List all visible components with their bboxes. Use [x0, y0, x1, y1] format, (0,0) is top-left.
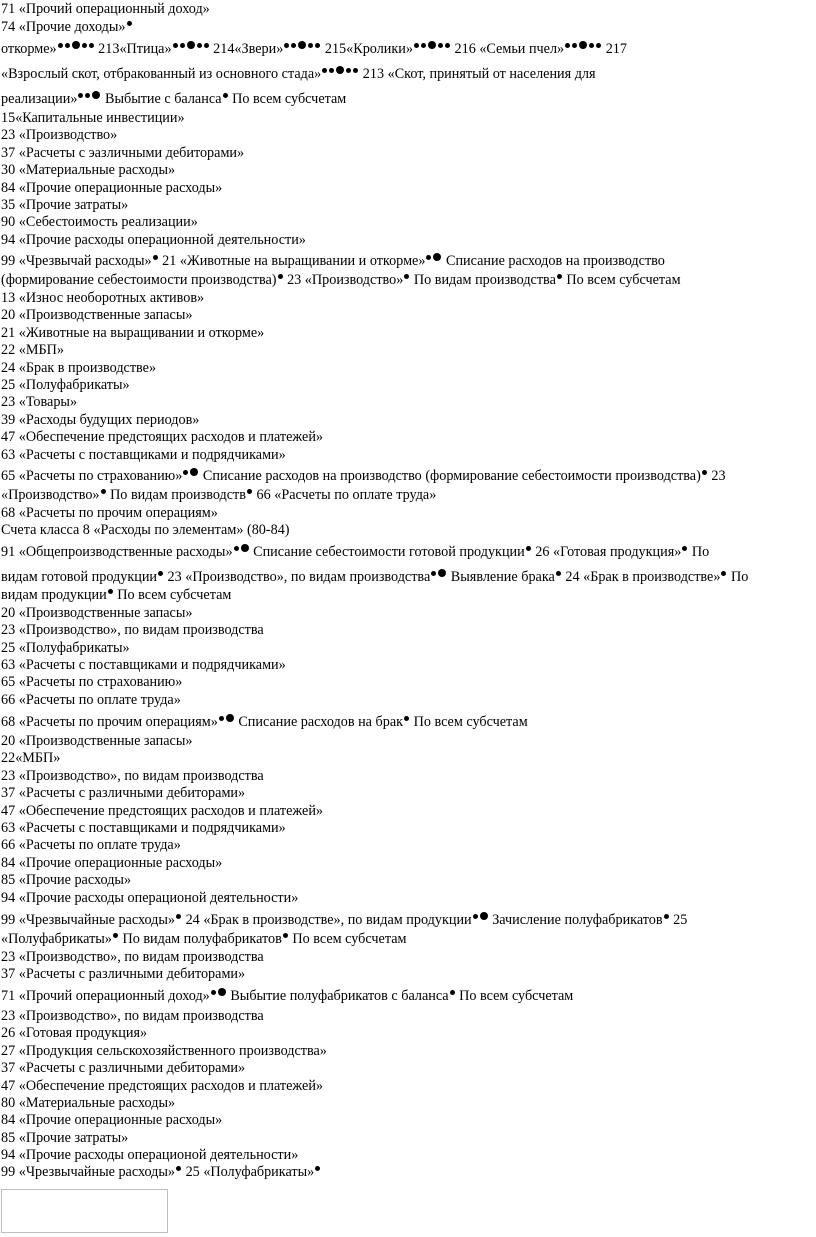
text-line	[1, 487, 436, 504]
text-line	[1, 41, 627, 58]
large-bullet-icon	[218, 988, 226, 996]
text-line	[1, 768, 264, 785]
text-segment: 63 «Расчеты с поставщиками и подрядчиками»	[1, 820, 286, 836]
text-segment: По всем субсчетам	[410, 714, 528, 730]
text-segment: «Производство»	[1, 487, 100, 503]
bullet-icon	[158, 571, 163, 576]
text-segment: 85 «Прочие расходы»	[1, 872, 132, 888]
text-segment: 24 «Брак в производстве»	[1, 360, 157, 376]
bullet-icon	[721, 571, 726, 576]
bullet-icon	[421, 43, 426, 48]
large-bullet-icon	[438, 569, 446, 577]
text-segment: 37 «Расчеты с различными дебиторами»	[1, 1060, 246, 1076]
text-segment: откорме»	[1, 41, 57, 57]
text-segment: 215«Кролики»	[321, 41, 413, 57]
text-line	[1, 197, 128, 214]
bullet-icon	[445, 43, 450, 48]
text-line	[1, 837, 181, 854]
text-segment: 99 «Чрезвычай расходы»	[1, 253, 152, 269]
text-line	[1, 714, 528, 731]
text-line	[1, 342, 64, 359]
text-segment: 26 «Готовая продукция»	[531, 544, 682, 560]
text-segment: 37 «Расчеты с эазличными дебиторами»	[1, 145, 245, 161]
bullet-icon	[197, 43, 202, 48]
bullet-icon	[108, 589, 113, 594]
text-segment: 94 «Прочие расходы операционной деятельности»	[1, 232, 306, 248]
text-line	[1, 931, 406, 948]
text-segment: (формирование себестоимости производства)	[1, 272, 277, 288]
text-segment: 15«Капитальные инвестиции»	[1, 110, 185, 126]
text-line	[1, 966, 245, 983]
text-segment: 35 «Прочие затраты»	[1, 197, 129, 213]
text-line	[1, 750, 60, 767]
text-segment: 66 «Расчеты по оплате труда»	[1, 837, 181, 853]
large-bullet-icon	[480, 912, 488, 920]
bullet-icon	[82, 43, 87, 48]
text-line	[1, 253, 665, 270]
text-segment: 23 «Производство», по видам производства	[1, 768, 264, 784]
bullet-icon	[596, 43, 601, 48]
bullet-icon	[557, 274, 562, 279]
text-line	[1, 19, 133, 36]
text-segment: 63 «Расчеты с поставщиками и подрядчиками»	[1, 657, 286, 673]
bullet-icon	[346, 68, 351, 73]
text-segment: 21 «Животные на выращивании и откорме»	[158, 253, 426, 269]
text-segment: По	[688, 544, 710, 560]
text-segment: 63 «Расчеты с поставщиками и подрядчиками»	[1, 447, 286, 463]
text-line	[1, 733, 192, 750]
text-segment: 71 «Прочий операционный доход»	[1, 1, 210, 17]
text-line	[1, 1147, 298, 1164]
text-segment: 65 «Расчеты по страхованию»	[1, 468, 183, 484]
text-segment: 216 «Семьи пчел»	[450, 41, 565, 57]
text-segment: 23 «Производство», по видам производства	[1, 622, 264, 638]
text-line	[1, 988, 573, 1005]
text-segment: 24 «Брак в производстве», по видам продукции	[182, 912, 472, 928]
text-segment: 25 «Полуфабрикаты»	[182, 1164, 315, 1180]
text-segment: 23	[707, 468, 726, 484]
text-segment: По всем субсчетам	[455, 988, 574, 1004]
text-line	[1, 307, 192, 324]
bullet-icon	[526, 546, 531, 551]
text-segment: 23 «Производство», по видам производства	[1, 949, 264, 965]
text-line	[1, 468, 726, 485]
text-segment: 85 «Прочие затраты»	[1, 1130, 129, 1146]
text-line	[1, 622, 264, 639]
bullet-icon	[353, 68, 358, 73]
large-bullet-icon	[241, 544, 249, 552]
text-segment: 25 «Полуфабрикаты»	[1, 640, 130, 656]
bullet-icon	[404, 274, 409, 279]
bullet-icon	[173, 43, 178, 48]
bullet-icon	[431, 571, 436, 576]
text-segment: 68 «Расчеты по прочим операциям»	[1, 714, 218, 730]
text-segment: 23 «Производство»	[283, 272, 404, 288]
text-segment: 217	[602, 41, 627, 57]
text-segment: 91 «Общепроизводственные расходы»	[1, 544, 233, 560]
bullet-icon	[664, 914, 669, 919]
text-line	[1, 1060, 245, 1077]
text-segment: 47 «Обеспечение предстоящих расходов и платежей»	[1, 1078, 324, 1094]
text-line	[1, 1112, 222, 1129]
text-line	[1, 785, 245, 802]
text-segment: 13 «Износ необоротных активов»	[1, 290, 205, 306]
large-bullet-icon	[72, 41, 80, 49]
text-segment: 20 «Производственные запасы»	[1, 733, 193, 749]
bullet-icon	[89, 43, 94, 48]
text-line	[1, 180, 222, 197]
bullet-icon	[180, 43, 185, 48]
text-line	[1, 1, 210, 18]
text-segment: 94 «Прочие расходы операционой деятельности»	[1, 890, 299, 906]
text-segment: 26 «Готовая продукция»	[1, 1025, 148, 1041]
text-segment: 66 «Расчеты по оплате труда»	[1, 692, 181, 708]
text-segment: Списание расходов на брак	[234, 714, 404, 730]
text-segment: 27 «Продукция сельскохозяйственного производства»	[1, 1043, 327, 1059]
bullet-icon	[450, 990, 455, 995]
text-line	[1, 1078, 323, 1095]
large-bullet-icon	[226, 714, 234, 722]
text-segment: 22 «МБП»	[1, 342, 64, 358]
text-segment: Списание себестоимости готовой продукции	[249, 544, 525, 560]
text-line	[1, 272, 681, 289]
large-bullet-icon	[579, 41, 587, 49]
bullet-icon	[315, 1166, 320, 1171]
empty-box	[1, 1189, 168, 1233]
text-segment: Выявление брака	[447, 569, 555, 585]
text-segment: 66 «Расчеты по оплате труда»	[252, 487, 437, 503]
text-segment: 90 «Себестоимость реализации»	[1, 214, 198, 230]
bullet-icon	[278, 274, 283, 279]
text-segment: 99 «Чрезвычайные расходы»	[1, 1164, 176, 1180]
bullet-icon	[682, 546, 687, 551]
bullet-icon	[589, 43, 594, 48]
text-segment: По видам полуфабрикатов	[118, 931, 282, 947]
bullet-icon	[702, 470, 707, 475]
text-line	[1, 214, 198, 231]
bullet-icon	[315, 43, 320, 48]
text-segment: 47 «Обеспечение предстоящих расходов и платежей»	[1, 429, 324, 445]
bullet-icon	[473, 914, 478, 919]
bullet-icon	[183, 470, 188, 475]
text-line	[1, 412, 199, 429]
text-segment: видам продукции	[1, 587, 107, 603]
text-segment: По всем субсчетам	[113, 587, 232, 603]
bullet-icon	[291, 43, 296, 48]
text-segment: 68 «Расчеты по прочим операциям»	[1, 505, 218, 521]
text-segment: 214«Звери»	[209, 41, 284, 57]
text-segment: 80 «Материальные расходы»	[1, 1095, 176, 1111]
text-line	[1, 232, 306, 249]
large-bullet-icon	[187, 41, 195, 49]
text-segment: 74 «Прочие доходы»	[1, 19, 126, 35]
text-segment: По	[727, 569, 749, 585]
text-line	[1, 569, 748, 586]
text-line	[1, 360, 156, 377]
text-line	[1, 447, 286, 464]
text-segment: видам готовой продукции	[1, 569, 157, 585]
text-line	[1, 66, 596, 83]
large-bullet-icon	[92, 91, 100, 99]
bullet-icon	[234, 546, 239, 551]
text-segment: 94 «Прочие расходы операционой деятельности»	[1, 1147, 299, 1163]
text-segment: По всем субсчетам	[562, 272, 681, 288]
bullet-icon	[556, 571, 561, 576]
bullet-icon	[101, 489, 106, 494]
bullet-icon	[565, 43, 570, 48]
text-line	[1, 1130, 128, 1147]
text-line	[1, 127, 117, 144]
large-bullet-icon	[298, 41, 306, 49]
text-line	[1, 803, 323, 820]
text-segment: «Взрослый скот, отбракованный из основного стада»	[1, 66, 322, 82]
text-line	[1, 1008, 264, 1025]
text-line	[1, 872, 131, 889]
bullet-icon	[219, 716, 224, 721]
text-segment: Зачисление полуфабрикатов	[488, 912, 663, 928]
text-segment: Выбытие полуфабрикатов с баланса	[226, 988, 449, 1004]
text-segment: 37 «Расчеты с различными дебиторами»	[1, 785, 246, 801]
bullet-icon	[283, 933, 288, 938]
bullet-icon	[78, 93, 83, 98]
text-line	[1, 162, 175, 179]
text-segment: Счета класса 8 «Расходы по элементам» (80-84)	[1, 522, 290, 538]
text-segment: 65 «Расчеты по страхованию»	[1, 674, 183, 690]
text-line	[1, 605, 192, 622]
text-segment: 37 «Расчеты с различными дебиторами»	[1, 966, 246, 982]
text-line	[1, 110, 185, 127]
text-segment: 84 «Прочие операционные расходы»	[1, 1112, 223, 1128]
text-line	[1, 640, 130, 657]
text-segment: По всем субсчетам	[228, 91, 347, 107]
text-segment: 213 «Скот, принятый от населения для	[359, 66, 596, 82]
text-line	[1, 394, 77, 411]
bullet-icon	[85, 93, 90, 98]
bullet-icon	[438, 43, 443, 48]
text-segment: «Полуфабрикаты»	[1, 931, 112, 947]
large-bullet-icon	[428, 41, 436, 49]
text-line	[1, 657, 286, 674]
large-bullet-icon	[336, 66, 344, 74]
text-line	[1, 325, 264, 342]
text-line	[1, 890, 298, 907]
bullet-icon	[329, 68, 334, 73]
bullet-icon	[153, 255, 158, 260]
bullet-icon	[176, 1166, 181, 1171]
bullet-icon	[204, 43, 209, 48]
bullet-icon	[58, 43, 63, 48]
text-line	[1, 1095, 175, 1112]
text-line	[1, 587, 231, 604]
text-line	[1, 505, 218, 522]
bullet-icon	[65, 43, 70, 48]
bullet-icon	[284, 43, 289, 48]
bullet-icon	[426, 255, 431, 260]
text-segment: Списание расходов на производство (формирование себестоимости производства)	[199, 468, 701, 484]
text-segment: 84 «Прочие операционные расходы»	[1, 180, 223, 196]
bullet-icon	[414, 43, 419, 48]
bullet-icon	[113, 933, 118, 938]
text-segment: Списание расходов на производство	[442, 253, 665, 269]
text-line	[1, 522, 290, 539]
text-segment: 25 «Полуфабрикаты»	[1, 377, 130, 393]
text-line	[1, 912, 687, 929]
text-segment: По видам производств	[106, 487, 246, 503]
large-bullet-icon	[190, 468, 198, 476]
text-segment: 20 «Производственные запасы»	[1, 307, 193, 323]
text-segment: Выбытие с баланса	[101, 91, 222, 107]
text-segment: По всем субсчетам	[288, 931, 407, 947]
bullet-icon	[247, 489, 252, 494]
text-segment: 39 «Расходы будущих периодов»	[1, 412, 200, 428]
text-segment: 23 «Товары»	[1, 394, 78, 410]
text-line	[1, 692, 181, 709]
text-line	[1, 820, 286, 837]
bullet-icon	[127, 21, 132, 26]
bullet-icon	[176, 914, 181, 919]
text-line	[1, 855, 222, 872]
text-segment: 213«Птица»	[94, 41, 172, 57]
text-segment: 84 «Прочие операционные расходы»	[1, 855, 223, 871]
text-line	[1, 1043, 327, 1060]
text-line	[1, 1164, 321, 1181]
text-segment: 22«МБП»	[1, 750, 61, 766]
text-segment: 25	[669, 912, 688, 928]
text-segment: 20 «Производственные запасы»	[1, 605, 193, 621]
text-line	[1, 429, 323, 446]
text-line	[1, 1025, 147, 1042]
text-line	[1, 290, 204, 307]
large-bullet-icon	[433, 253, 441, 261]
text-segment: 23 «Производство», по видам производства	[164, 569, 431, 585]
text-line	[1, 91, 346, 108]
text-line	[1, 377, 130, 394]
bullet-icon	[322, 68, 327, 73]
bullet-icon	[308, 43, 313, 48]
text-segment: 99 «Чрезвычайные расходы»	[1, 912, 176, 928]
bullet-icon	[404, 716, 409, 721]
bullet-icon	[223, 93, 228, 98]
text-line	[1, 145, 244, 162]
text-segment: 30 «Материальные расходы»	[1, 162, 176, 178]
text-line	[1, 544, 709, 561]
text-line	[1, 674, 182, 691]
text-segment: 24 «Брак в производстве»	[561, 569, 721, 585]
text-segment: 23 «Производство»	[1, 127, 118, 143]
bullet-icon	[211, 990, 216, 995]
bullet-icon	[572, 43, 577, 48]
text-segment: 23 «Производство», по видам производства	[1, 1008, 264, 1024]
text-line	[1, 949, 264, 966]
text-segment: 71 «Прочий операционный доход»	[1, 988, 210, 1004]
text-segment: 21 «Животные на выращивании и откорме»	[1, 325, 265, 341]
text-segment: реализации»	[1, 91, 78, 107]
text-segment: 47 «Обеспечение предстоящих расходов и платежей»	[1, 803, 324, 819]
text-segment: По видам производства	[410, 272, 556, 288]
